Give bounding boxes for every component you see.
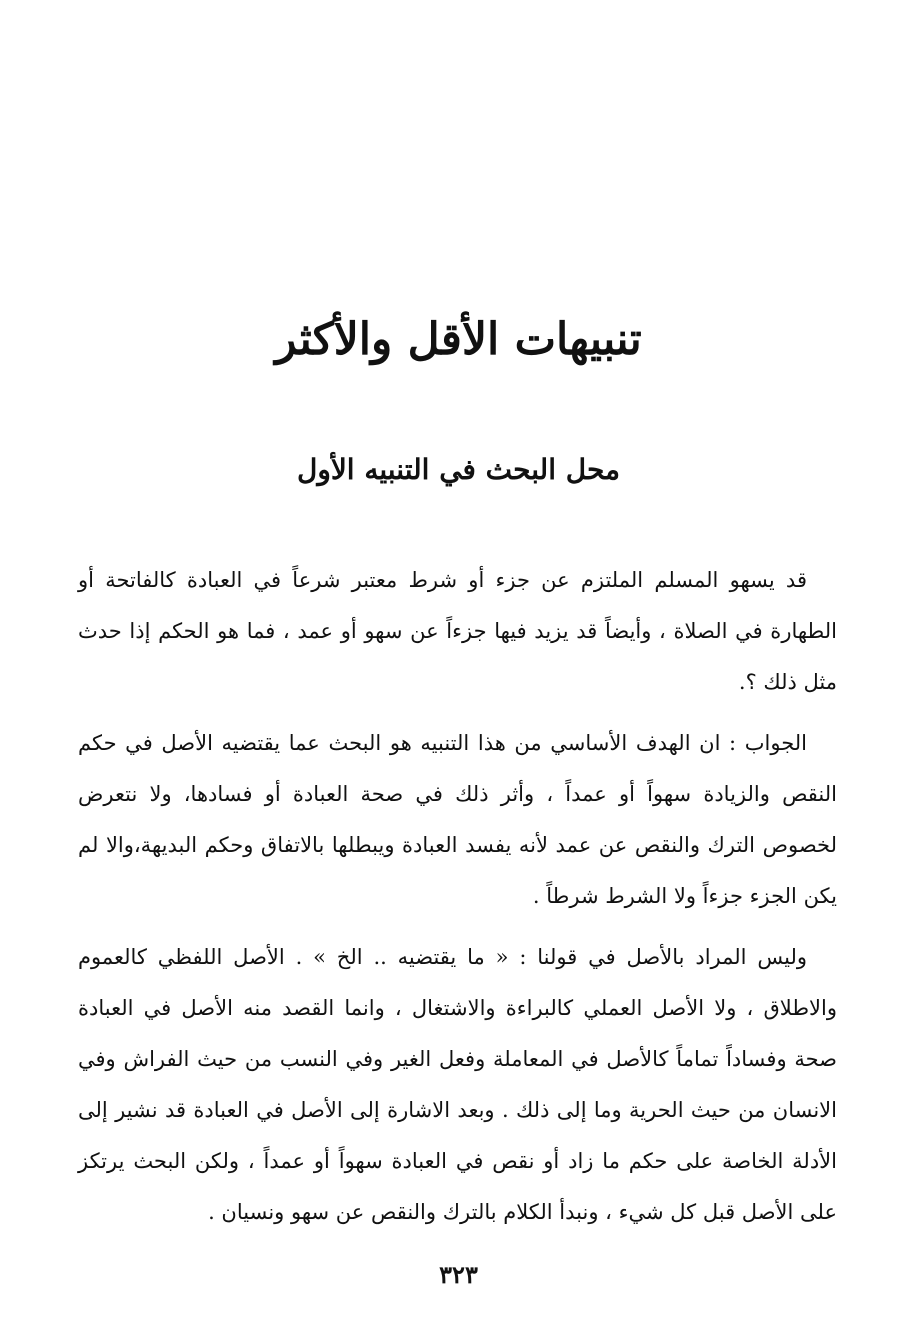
paragraph-question: قد يسهو المسلم الملتزم عن جزء أو شرط معتبر شرعاً في العبادة كالفاتحة أو الطهارة في الصلاة ، وأيضاً قد يزيد فيها جزءاً عن سهو أو عمد ، فما هو الحكم إذا حدث مثل ذلك ؟. xyxy=(78,568,837,694)
section-title: محل البحث في التنبيه الأول xyxy=(296,453,621,486)
paragraph-answer: الجواب : ان الهدف الأساسي من هذا التنبيه هو البحث عما يقتضيه الأصل في حكم النقص والزيادة سهواً أو عمداً ، وأثر ذلك في صحة العبادة أو فسادها، ولا نتعرض لخصوص الترك والنقص عن عمد لأنه يفسد العبادة ويبطلها بالاتفاق وحكم البديهة،والا لم يكن الجزء جزءاً ولا الشرط شرطاً . xyxy=(78,731,837,908)
body-text xyxy=(78,555,837,1248)
page-number: ٣٢٣ xyxy=(439,1260,478,1289)
paragraph-meaning-of-principle: وليس المراد بالأصل في قولنا : « ما يقتضيه .. الخ » . الأصل اللفظي كالعموم والاطلاق ، ولا الأصل العملي كالبراءة والاشتغال ، وانما القصد منه الأصل في العبادة صحة وفساداً تماماً كالأصل في المعاملة وفعل الغير وفي النسب من حيث الفراش وفي الانسان من حيث الحرية وما إلى ذلك . وبعد الاشارة إلى الأصل في العبادة قد نشير إلى الأدلة الخاصة على حكم ما زاد أو نقص في العبادة سهواً أو عمداً ، ولكن البحث يرتكز على الأصل قبل كل شيء ، ونبدأ الكلام بالترك والنقص عن سهو ونسيان . xyxy=(78,945,837,1224)
chapter-title: تنبيهات الأقل والأكثر xyxy=(275,314,642,365)
